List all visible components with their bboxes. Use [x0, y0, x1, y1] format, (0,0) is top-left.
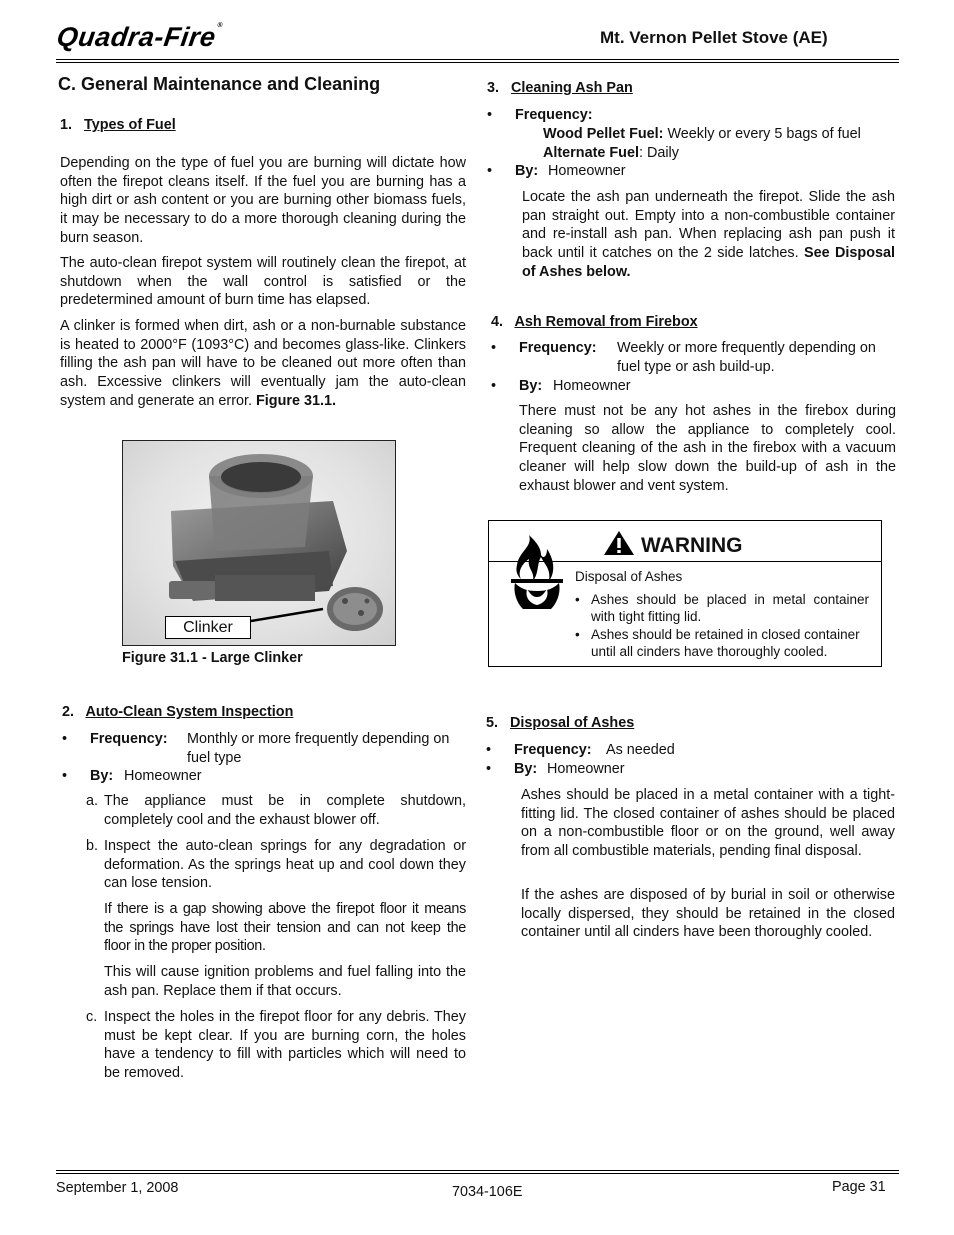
footer-document-number: 7034-106E — [452, 1184, 523, 1200]
step-c-marker: c. — [86, 1009, 98, 1025]
footer-date: September 1, 2008 — [56, 1180, 179, 1196]
item5-by-value: Homeowner — [547, 761, 625, 777]
item1-paragraph-2: The auto-clean firepot system will routinely clean the firepot, at shutdown when the wall control is satisfied or the predetermined amount of burn time has elapsed. — [60, 255, 466, 309]
item3-by-label: By: — [515, 163, 539, 179]
item1-heading — [60, 117, 176, 133]
warning-bullet-marker-1: • — [575, 592, 580, 607]
footer-page-number: Page 31 — [832, 1179, 886, 1195]
document-title: Mt. Vernon Pellet Stove (AE) — [600, 28, 828, 47]
item3-bullet-marker-2: • — [487, 163, 493, 179]
item5-title: Disposal of Ashes — [510, 715, 635, 731]
figure-caption: Figure 31.1 - Large Clinker — [122, 650, 303, 666]
warning-title: WARNING — [641, 534, 743, 557]
item5-bullet-marker-1: • — [486, 742, 492, 758]
item2-frequency-label: Frequency: — [90, 731, 168, 747]
item2-bullet-marker-1: • — [62, 731, 68, 747]
item3-heading — [487, 80, 633, 96]
wood-pellet-line: Wood Pellet Fuel: Weekly or every 5 bags of fuel — [543, 126, 861, 142]
item5-heading — [486, 715, 634, 731]
item4-paragraph: There must not be any hot ashes in the firebox during cleaning so allow the appliance to completely cool. Frequent cleaning of the ash in the firebox with a vacuum cleaner will help slow down the build-up of ash in the exhaust blower and vent system. — [519, 403, 896, 494]
item2-heading — [62, 704, 293, 720]
item4-heading — [491, 314, 698, 330]
brand-logo: Quadra-Fire® — [54, 22, 224, 52]
item3-number: 3. — [487, 80, 500, 96]
item4-bullet-marker-1: • — [491, 340, 497, 356]
item1-paragraph-3: A clinker is formed when dirt, ash or a non-burnable substance is heated to 2000°F (1093°C) and becomes glass-like. Clinkers filling the ash pan will have to be cleaned out more often than ash. Excessive clinkers will eventually jam the auto-clean system and generate an error. Figure 31.1. — [60, 318, 466, 409]
item4-by-value: Homeowner — [553, 378, 631, 394]
item4-number: 4. — [491, 314, 504, 330]
item5-by-label: By: — [514, 761, 538, 777]
item2-bullet-marker-2: • — [62, 768, 68, 784]
item3-bullet-marker-1: • — [487, 107, 493, 123]
item5-frequency-value: As needed — [606, 742, 675, 758]
clinker-photo — [122, 440, 396, 646]
firepot-illustration — [123, 441, 395, 645]
section-title: C. General Maintenance and Cleaning — [58, 74, 381, 94]
item4-by-label: By: — [519, 378, 543, 394]
item4-frequency-label: Frequency: — [519, 340, 597, 356]
item5-bullet-marker-2: • — [486, 761, 492, 777]
item5-paragraph-2: If the ashes are disposed of by burial in soil or otherwise locally dispersed, they should be retained in the closed container until all cinders have been thoroughly cooled. — [521, 887, 895, 941]
clinker-callout-label: Clinker — [165, 616, 251, 639]
item5-frequency-label: Frequency: — [514, 742, 592, 758]
item3-title: Cleaning Ash Pan — [511, 80, 633, 96]
item4-title: Ash Removal from Firebox — [514, 314, 698, 330]
item3-frequency-label: Frequency: — [515, 107, 593, 123]
step-b-marker: b. — [86, 838, 99, 854]
item1-paragraph-1: Depending on the type of fuel you are burning will dictate how often the firepot cleans itself. If the fuel you are burning has a high dirt or ash content or you are burning other biomass fuels, it may be necessary to do a more thorough cleaning during the burn season. — [60, 155, 466, 246]
footer-rule — [56, 1170, 899, 1174]
warning-bullet-marker-2: • — [575, 627, 580, 642]
header-rule — [56, 59, 899, 63]
step-b-note-1: If there is a gap showing above the firepot floor it means the springs have lost their tension and can not keep the floor in the proper position. — [104, 901, 466, 955]
step-a-marker: a. — [86, 793, 99, 809]
item2-by-label: By: — [90, 768, 114, 784]
item2-frequency-value: Monthly or more frequently depending on fuel type — [187, 731, 450, 766]
item3-paragraph: Locate the ash pan underneath the firepot. Slide the ash pan straight out. Empty into a non-combustible container and re-install ash pan. When replacing ash pan push it back until it catches on the 2 side latches. See Disposal of Ashes below. — [522, 189, 895, 280]
item4-bullet-marker-2: • — [491, 378, 497, 394]
step-a-text: The appliance must be in complete shutdown, completely cool and the exhaust blower off. — [104, 793, 466, 828]
item2-title: Auto-Clean System Inspection — [85, 704, 294, 720]
warning-triangle-icon — [603, 530, 635, 556]
warning-subtitle: Disposal of Ashes — [575, 569, 683, 584]
item1-number: 1. — [60, 117, 73, 133]
item5-number: 5. — [486, 715, 499, 731]
flame-icon — [507, 533, 567, 615]
item2-by-value: Homeowner — [124, 768, 202, 784]
warning-bullet-1: Ashes should be placed in metal container with tight fitting lid. — [591, 592, 869, 624]
step-b-note-2: This will cause ignition problems and fuel falling into the ash pan. Replace them if that occurs. — [104, 964, 466, 999]
step-c-text: Inspect the holes in the firepot floor for any debris. They must be kept clear. If you are burning corn, the holes have a tendency to fill with particles which will need to be removed. — [104, 1009, 466, 1082]
item5-paragraph-1: Ashes should be placed in a metal container with a tight-fitting lid. The closed container of ashes should be placed on a non-combustible floor or on the ground, well away from all combustible materials, pending final disposal. — [521, 787, 895, 860]
item4-frequency-value: Weekly or more frequently depending on fuel type or ash build-up. — [617, 340, 876, 375]
warning-box — [488, 520, 882, 667]
item2-number: 2. — [62, 704, 75, 720]
item1-title: Types of Fuel — [84, 117, 176, 133]
item3-by-value: Homeowner — [548, 163, 626, 179]
disposal-reference: See Disposal of Ashes below. — [522, 245, 895, 280]
step-b-text: Inspect the auto-clean springs for any degradation or deformation. As the springs heat up and cool down they can lose tension. — [104, 838, 466, 892]
figure-reference: Figure 31.1. — [255, 392, 336, 409]
alternate-fuel-line: Alternate Fuel: Daily — [543, 145, 679, 161]
warning-bullet-2: Ashes should be retained in closed container until all cinders have thoroughly cooled. — [591, 627, 860, 659]
